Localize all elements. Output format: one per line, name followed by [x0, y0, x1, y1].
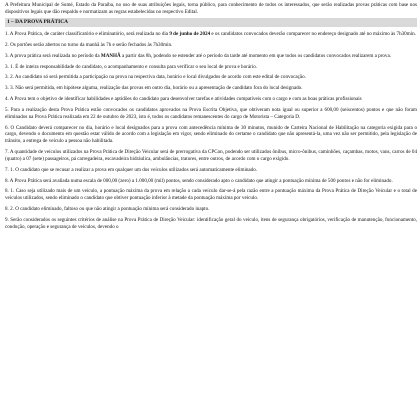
item-3: 3. A prova prática será realizada no período da MANHÃ a partir das 8h, podendo se estender até o período da tarde até momento em que todos os candidatos convocados realizarem a prova. [5, 52, 392, 59]
intro-paragraph: A Prefeitura Municipal de Sumé, Estado da Paraíba, no uso de suas atribuições legais, torna público, para conhecimento de todos os interessados, que serão realizadas provas práticas com base nos dispositivos legais que dão respaldo e normatizam as regras estabelecidas no respectivo Edital. [5, 2, 417, 15]
document-page [5, 2, 417, 234]
item-3-2: 3. 2. Ao candidato só será permitida a participação na prova na respectiva data, horário e local divulgados de acordo com este edital de convocação. [5, 74, 306, 81]
item-4: 4. A Prova tem o objetivo de identificar habilidades e aptidões do candidato para desenvolver tarefas e atividades compatíveis com o cargo e com as boas práticas profissionais [5, 96, 362, 103]
item-2: 2. Os portões serão abertos no turno da manhã às 7h e serão fechados às 7h30min. [5, 41, 173, 48]
item-1: 1. A Prova Prática, de caráter classificatório e eliminatório, será realizada no dia 9 de junho de 2024 e os candidatos convocados deverão comparecer no endereço designado até no máximo às 7h30min. [5, 30, 416, 37]
section-heading: 1 – DA PROVA PRÁTICA [5, 18, 417, 27]
item-5: 5. Para a realização desta Prova Prática estão convocados os candidatos aprovados na Prova Escrita Objetiva, que obtiveram nota igual ou superior a 600,00 (seiscentos) pontos e que não foram eliminados na Prova Prática realizada em 22 de outubro de 2023, isto é, todos os candidatos remanescentes do cargo de Motorista – Categoria D. [5, 107, 417, 120]
item-3-3: 3. 3. Não será permitida, em hipótese alguma, realização das provas em outro dia, horário ou a apresentação de candidato fora do local designado. [5, 85, 303, 92]
item-7: 7. A quantidade de veículos utilizados na Prova Prática de Direção Veicular será de prerrogativa da CPCon, podendo ser utilizados ônibus, micro-ônibus, caminhões, caçambas, motos, vans, carros de 04 (quatro) a 07 (sete) passageiros, pá carregadeira, escavadeira hidráulica, ambulâncias, tratores, entre outros, de acordo com o cargo exigido. [5, 149, 417, 162]
item-9: 9. Serão considerados os seguintes critérios de análise na Prova Prática de Direção Veicular: identificação geral do veículo, itens de segurança obrigatórios, verificação de manutenção, funcionamento, condução, operação e segurança de veículos, devendo o [5, 216, 417, 230]
item-8: 8. A Prova Prática será avaliada numa escala de 000,00 (zero) a 1.000,00 (mil) pontos, sendo considerado apto o candidato que atingir a pontuação mínima de 500 pontos e não for eliminado. [5, 177, 393, 184]
item-8-2: 8. 2. O candidato eliminado, faltoso ou que não atingir a pontuação mínima será considerado inapto. [5, 206, 210, 212]
item-8-1: 8. 1. Caso seja utilizado mais de um veículo, a pontuação máxima da prova em relação a cada veículo dar-se-á pela razão entre a pontuação máxima da Prova Prática de Direção Veicular e o total de veículos utilizados, sendo eliminado o candidato que obtiver pontuação inferior à metade da pontuação máxima por veículo. [5, 188, 417, 202]
item-7-1: 7. 1. O candidato que se recusar a realizar a prova em qualquer um dos veículos utilizados será automaticamente eliminado. [5, 166, 258, 173]
item-6: 6. O Candidato deverá comparecer no dia, horário e local designados para a prova com antecedência mínima de 30 minutos, munido de Carteira Nacional de Habilitação na categoria exigida para o cargo, devendo o documento em questão estar válido de acordo com a legislação em vigor, sendo eliminado do certame o candidato que não apresentá-la, uma vez não ser permitido, pela legislação de trânsito, a entrega de veículo a pessoa não habilitada. [5, 124, 417, 145]
item-3-1: 3. 1. É de inteira responsabilidade do candidato, o acompanhamento e consulta para verificar o seu local de prova e horário. [5, 63, 258, 70]
